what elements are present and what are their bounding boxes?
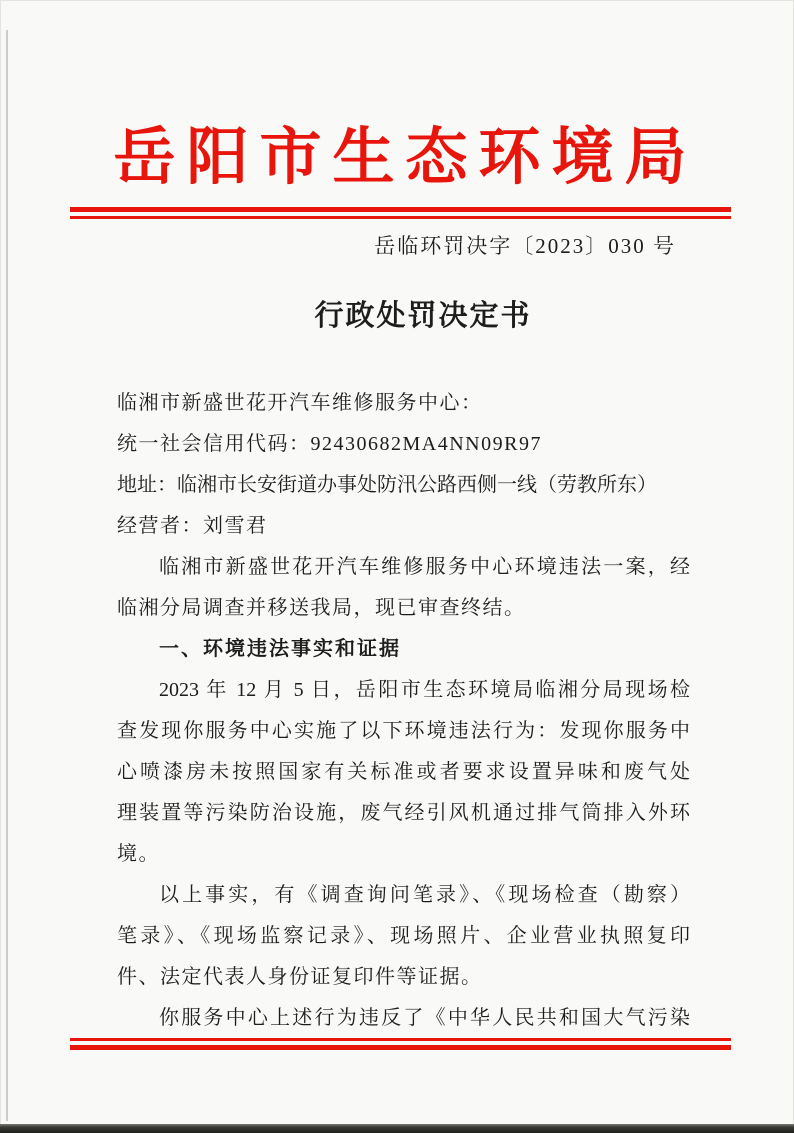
header-red-rule-thin	[70, 216, 731, 219]
body-line: 理装置等污染防治设施，废气经引风机通过排气筒排入外环	[117, 802, 690, 824]
body-line: 临湘市新盛世花开汽车维修服务中心环境违法一案，经	[159, 556, 690, 578]
section-heading-facts: 一、环境违法事实和证据	[159, 638, 401, 660]
footer-red-rule-thin	[70, 1038, 731, 1041]
body-line: 笔录》、《现场监察记录》、现场照片、企业营业执照复印	[117, 925, 690, 947]
body-line: 查发现你服务中心实施了以下环境违法行为：发现你服务中	[117, 720, 690, 742]
agency-title: 岳阳市生态环境局	[113, 124, 698, 192]
header-red-rule-thick	[70, 207, 731, 212]
body-line-operator: 经营者：刘雪君	[117, 515, 268, 537]
document-number: 岳临环罚决字〔2023〕030 号	[374, 234, 676, 258]
body-line-credit-code: 统一社会信用代码：92430682MA4NN09R97	[117, 433, 542, 455]
body-line-address: 地址：临湘市长安街道办事处防汛公路西侧一线（劳教所东）	[117, 474, 657, 496]
body-line: 2023 年 12 月 5 日，岳阳市生态环境局临湘分局现场检	[159, 679, 690, 701]
document-title: 行政处罚决定书	[314, 300, 532, 332]
footer-red-rule-thick	[70, 1045, 731, 1050]
body-line: 临湘分局调查并移送我局，现已审查终结。	[117, 597, 526, 619]
body-line-recipient: 临湘市新盛世花开汽车维修服务中心：	[117, 392, 483, 414]
body-line: 心喷漆房未按照国家有关标准或者要求设置异味和废气处	[117, 761, 690, 783]
scan-bottom-edge	[0, 1124, 794, 1133]
body-line: 以上事实，有《调查询问笔录》、《现场检查（勘察）	[159, 884, 690, 906]
body-line: 你服务中心上述行为违反了《中华人民共和国大气污染	[159, 1007, 690, 1029]
body-line: 境。	[117, 843, 160, 865]
body-text	[117, 383, 690, 1039]
body-line: 件、法定代表人身份证复印件等证据。	[117, 966, 483, 988]
